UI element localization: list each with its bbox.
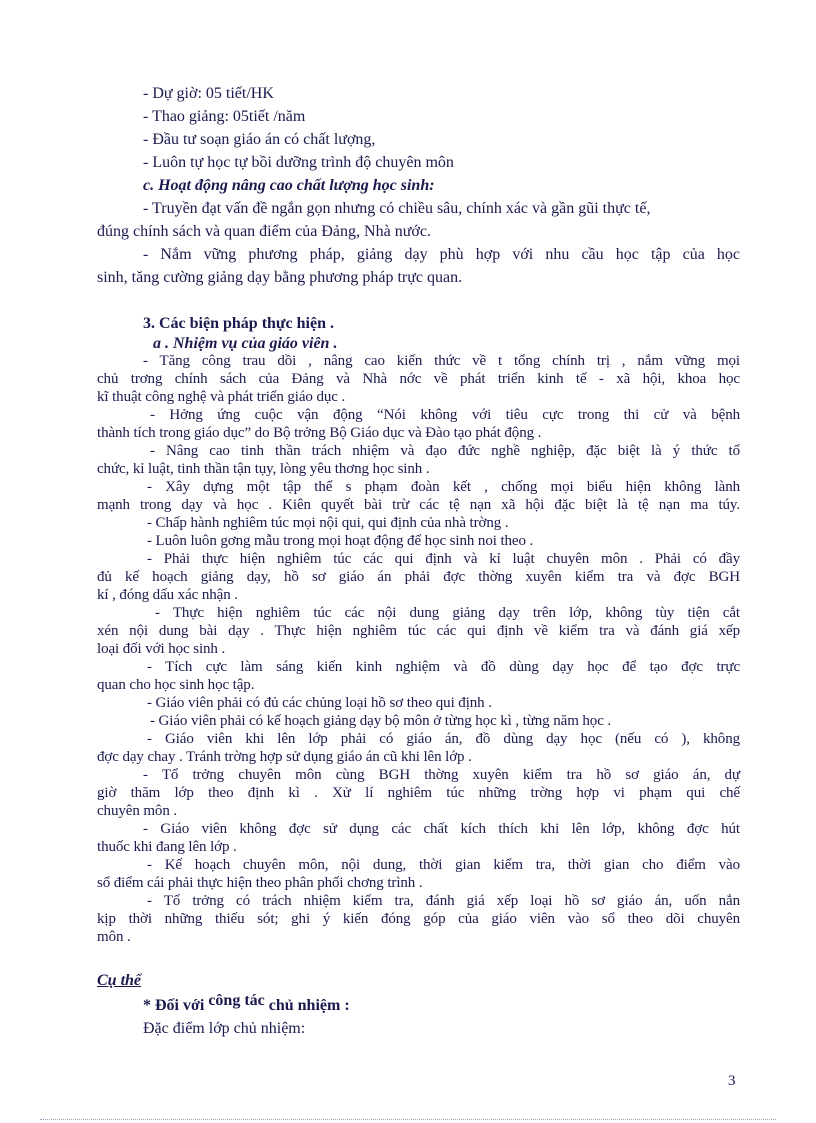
paragraph-line: - Tăng công trau dồi , nâng cao kiến thức về t tổng chính trị , nắm vững mọi <box>143 353 740 369</box>
paragraph-line: - Thực hiện nghiêm túc các nội dung giảng dạy trên lớp, không tùy tiện cắt <box>155 605 740 621</box>
paragraph-line: chức, kỉ luật, tinh thần tận tụy, lòng yêu thơng học sinh . <box>97 461 430 477</box>
paragraph-line: Đặc điểm lớp chủ nhiệm: <box>143 1020 306 1037</box>
paragraph-line: đợc dạy chay . Tránh trờng hợp sử dụng giáo án cũ khi lên lớp . <box>97 749 472 765</box>
paragraph-line: - Nâng cao tinh thần trách nhiệm và đạo đức nghề nghiệp, đặc biệt là ý thức tổ <box>150 443 740 459</box>
section-heading: c. Hoạt động nâng cao chất lượng học sinh: <box>143 177 435 194</box>
paragraph-line: thành tích trong giáo dục” do Bộ trởng Bộ Giáo dục và Đào tạo phát động . <box>97 425 542 441</box>
paragraph-line: - Giáo viên phải có kế hoạch giảng dạy bộ môn ở từng học kì , từng năm học . <box>150 713 612 729</box>
sub-heading: * Đối với công tác chủ nhiệm : <box>143 992 350 1014</box>
paragraph-line: - Nắm vững phương pháp, giảng dạy phù hợp với nhu cầu học tập của học <box>143 246 740 263</box>
footer-divider <box>40 1119 776 1120</box>
paragraph-line: giờ thăm lớp theo định kì . Xử lí nghiêm túc những trờng hợp vi phạm qui chế <box>97 785 740 801</box>
paragraph-line: môn . <box>97 929 131 945</box>
paragraph-line: sinh, tăng cường giảng dạy bằng phương pháp trực quan. <box>97 269 463 286</box>
section-heading: 3. Các biện pháp thực hiện . <box>143 315 334 332</box>
paragraph-line: kĩ thuật công nghệ và phát triển giáo dục . <box>97 389 346 405</box>
paragraph-line: - Tích cực làm sáng kiến kinh nghiệm và đồ dùng dạy học để tạo đợc trực <box>147 659 740 675</box>
paragraph-line: quan cho học sinh học tập. <box>97 677 255 693</box>
paragraph-line: mạnh trong dạy và học . Kiên quyết bài trừ các tệ nạn xã hội đặc biệt là tệ nạn ma túy. <box>97 497 740 513</box>
paragraph-line: chuyên môn . <box>97 803 178 819</box>
paragraph-line: - Giáo viên không đợc sử dụng các chất kích thích khi lên lớp, không đợc hút <box>143 821 740 837</box>
paragraph-line: - Phải thực hiện nghiêm túc các qui định và kỉ luật chuyên môn . Phải có đầy <box>147 551 740 567</box>
paragraph-line: - Xây dựng một tập thể s phạm đoàn kết , chống mọi biểu hiện không lành <box>147 479 740 495</box>
paragraph-line: - Hởng ứng cuộc vận động “Nói không với tiêu cực trong thi cử và bệnh <box>150 407 740 423</box>
list-item: - Thao giảng: 05tiết /năm <box>143 108 306 125</box>
paragraph-line: - Tổ trởng chuyên môn cùng BGH thờng xuyên kiểm tra hồ sơ giáo án, dự <box>143 767 740 783</box>
sub-heading: a . Nhiệm vụ của giáo viên . <box>153 335 338 352</box>
paragraph-line: - Truyền đạt vấn đề ngắn gọn nhưng có chiều sâu, chính xác và gần gũi thực tế, <box>143 200 651 217</box>
paragraph-line: đủ kế hoạch giảng dạy, hồ sơ giáo án phải đợc thờng xuyên kiểm tra và đợc BGH <box>97 569 740 585</box>
list-item: - Luôn tự học tự bồi dưỡng trình độ chuyên môn <box>143 154 454 171</box>
list-item: - Đầu tư soạn giáo án có chất lượng, <box>143 131 376 148</box>
cu-the-heading: Cụ thể <box>97 972 142 989</box>
paragraph-line: - Chấp hành nghiêm túc mọi nội qui, qui định của nhà trờng . <box>147 515 509 531</box>
paragraph-line: loại đối với học sinh . <box>97 641 226 657</box>
paragraph-line: thuốc khi đang lên lớp . <box>97 839 237 855</box>
paragraph-line: sổ điểm cái phải thực hiện theo phân phối chơng trình . <box>97 875 423 891</box>
paragraph-line: chủ trơng chính sách của Đảng và Nhà nớc về phát triển kinh tế - xã hội, khoa học <box>97 371 740 387</box>
page-number: 3 <box>728 1073 736 1089</box>
paragraph-line: xén nội dung bài dạy . Thực hiện nghiêm túc các qui định về kiểm tra và đánh giá xếp <box>97 623 740 639</box>
list-item: - Dự giờ: 05 tiết/HK <box>143 85 274 102</box>
paragraph-line: - Luôn luôn gơng mẫu trong mọi hoạt động để học sinh noi theo . <box>147 533 534 549</box>
paragraph-line: kịp thời những thiếu sót; ghi ý kiến đóng góp của giáo viên vào sổ theo dõi chuyên <box>97 911 740 927</box>
paragraph-line: kí , đóng dấu xác nhận . <box>97 587 238 603</box>
paragraph-line: - Giáo viên khi lên lớp phải có giáo án, đồ dùng dạy học (nếu có ), không <box>147 731 740 747</box>
paragraph-line: - Kế hoạch chuyên môn, nội dung, thời gian kiểm tra, thời gian cho điểm vào <box>147 857 740 873</box>
paragraph-line: - Giáo viên phải có đủ các chủng loại hồ sơ theo qui định . <box>147 695 492 711</box>
paragraph-line: đúng chính sách và quan điểm của Đảng, Nhà nước. <box>97 223 431 240</box>
paragraph-line: - Tổ trởng có trách nhiệm kiểm tra, đánh giá xếp loại hồ sơ giáo án, uốn nắn <box>147 893 740 909</box>
